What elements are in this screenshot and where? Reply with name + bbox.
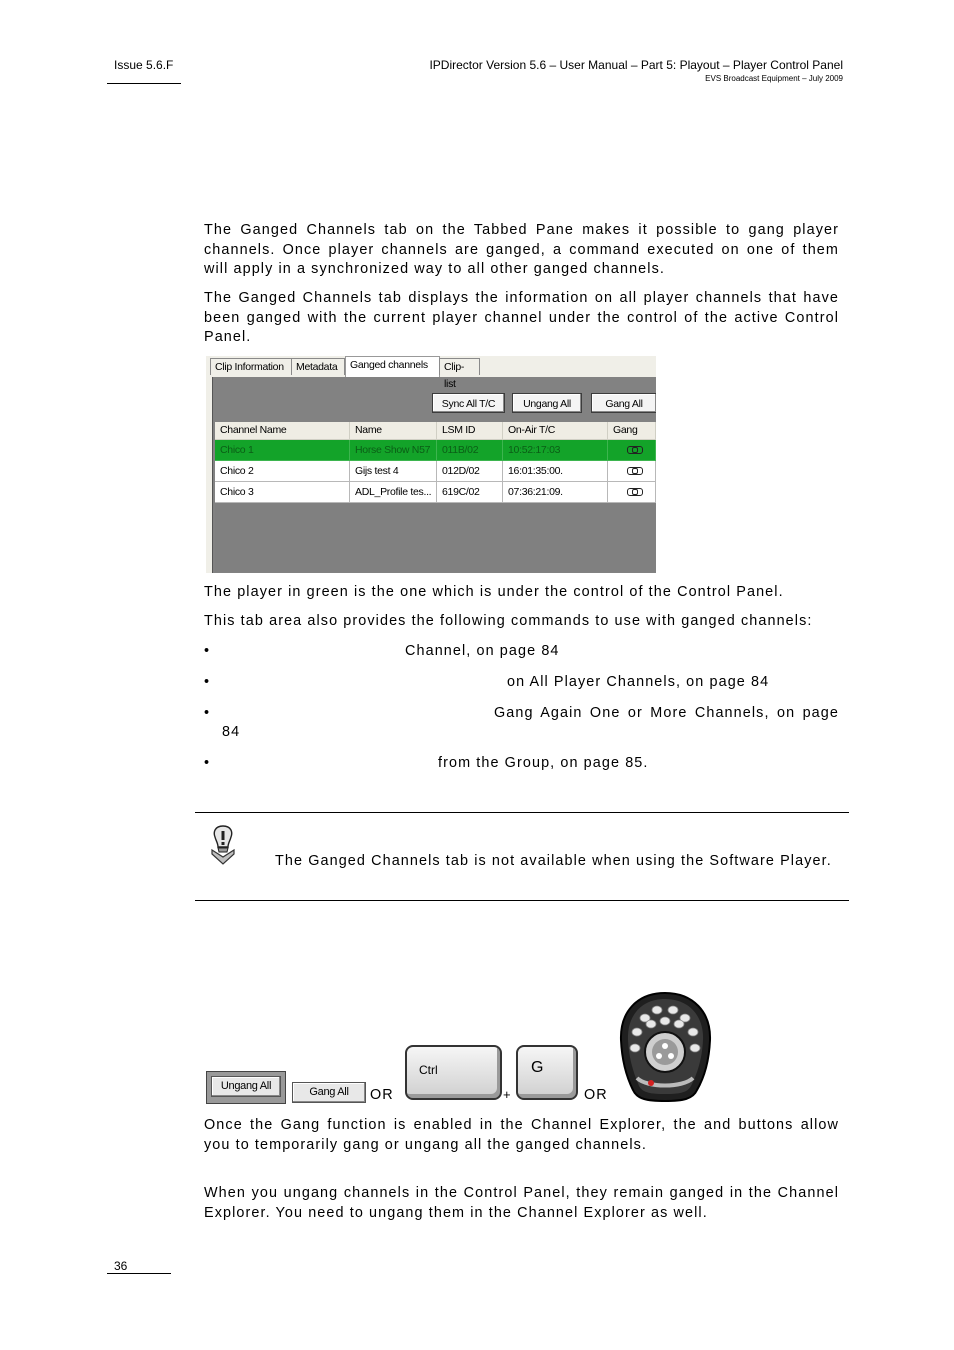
table-row[interactable] xyxy=(215,482,656,503)
tab-clip-list[interactable]: Clip-list xyxy=(439,358,480,375)
ungang-all-button[interactable]: Ungang All xyxy=(512,393,582,413)
ganged-channels-screenshot xyxy=(206,356,656,573)
shortcut-ungang-all-button[interactable]: Ungang All xyxy=(211,1076,281,1097)
bullet-item: Gang Again One or More Channels, on page xyxy=(494,705,839,721)
column-header[interactable]: On-Air T/C xyxy=(503,422,608,440)
tab-metadata[interactable]: Metadata xyxy=(291,358,345,375)
commands-intro-paragraph: This tab area also provides the following commands to use with ganged channels: xyxy=(204,613,813,629)
cell-name: ADL_Profile tes... xyxy=(350,482,437,503)
tab-clip-information[interactable]: Clip Information xyxy=(210,358,292,375)
footer-rule xyxy=(107,1273,171,1274)
page-number: 36 xyxy=(114,1259,128,1273)
cell-gang xyxy=(608,440,656,461)
gang-link-icon[interactable] xyxy=(627,488,643,496)
bullet-symbol: • xyxy=(204,674,211,690)
cell-channel: Chico 2 xyxy=(215,461,350,482)
tab-ganged-channels[interactable]: Ganged channels xyxy=(345,356,440,377)
gang-function-paragraph: Once the Gang function is enabled in the Channel Explorer, the and buttons allow you to temporarily gang or ungang all the ganged channels. xyxy=(204,1117,839,1153)
header-subtitle: EVS Broadcast Equipment – July 2009 xyxy=(705,74,843,83)
note-bottom-rule xyxy=(195,900,849,901)
or-separator: OR xyxy=(584,1087,608,1103)
cell-lsm-id: 619C/02 xyxy=(437,482,503,503)
header-rule xyxy=(107,83,181,84)
cell-name: Gijs test 4 xyxy=(350,461,437,482)
sync-all-tc-button[interactable]: Sync All T/C xyxy=(432,393,505,413)
note-top-rule xyxy=(195,812,849,813)
cell-gang xyxy=(608,461,656,482)
gang-link-icon[interactable] xyxy=(627,446,643,454)
or-separator: OR xyxy=(370,1087,394,1103)
column-header[interactable]: Name xyxy=(350,422,437,440)
cell-lsm-id: 011B/02 xyxy=(437,440,503,461)
column-header[interactable]: Gang xyxy=(608,422,656,440)
table-row[interactable] xyxy=(215,440,656,461)
column-header[interactable]: Channel Name xyxy=(215,422,350,440)
bullet-item-continued: 84 xyxy=(222,724,241,740)
tab-strip xyxy=(206,356,656,390)
cell-lsm-id: 012D/02 xyxy=(437,461,503,482)
g-key xyxy=(516,1045,578,1100)
bullet-item: from the Group, on page 85. xyxy=(438,755,649,771)
cell-channel: Chico 1 xyxy=(215,440,350,461)
bullet-symbol: • xyxy=(204,705,211,721)
cell-name: Horse Show N57 xyxy=(350,440,437,461)
ungang-note-paragraph: When you ungang channels in the Control Panel, they remain ganged in the Channel Explorer. You need to ungang them in the Channel Explorer as well. xyxy=(204,1185,839,1221)
bullet-symbol: • xyxy=(204,755,211,771)
bullet-item: Channel, on page 84 xyxy=(405,643,560,659)
cell-channel: Chico 3 xyxy=(215,482,350,503)
header-title: IPDirector Version 5.6 – User Manual – Part 5: Playout – Player Control Panel xyxy=(429,58,843,72)
table-row[interactable] xyxy=(215,461,656,482)
ctrl-key-label: Ctrl xyxy=(419,1063,438,1077)
cell-on-air-tc: 07:36:21:09. xyxy=(503,482,608,503)
cell-gang xyxy=(608,482,656,503)
header-issue: Issue 5.6.F xyxy=(114,58,174,72)
gang-all-button[interactable]: Gang All xyxy=(591,393,656,413)
gang-link-icon[interactable] xyxy=(627,467,643,475)
ungang-all-frame xyxy=(206,1071,286,1104)
note-text: The Ganged Channels tab is not available when using the Software Player. xyxy=(275,853,832,869)
plus-sign: + xyxy=(503,1087,512,1102)
column-header[interactable]: LSM ID xyxy=(437,422,503,440)
ctrl-key xyxy=(405,1045,502,1100)
panel-edge xyxy=(206,377,213,573)
bullet-symbol: • xyxy=(204,643,211,659)
cell-on-air-tc: 16:01:35:00. xyxy=(503,461,608,482)
note-icon xyxy=(206,824,240,866)
bullet-item: on All Player Channels, on page 84 xyxy=(507,674,770,690)
g-key-label: G xyxy=(531,1059,544,1076)
intro-paragraph: The Ganged Channels tab on the Tabbed Pane makes it possible to gang player channels. Once player channels are ganged, a command executed on one of them will apply in a synchronized way to all other ganged channels. xyxy=(204,222,839,277)
remote-controller-icon xyxy=(617,990,714,1104)
cell-on-air-tc: 10:52:17:03 xyxy=(503,440,608,461)
green-player-paragraph: The player in green is the one which is under the control of the Control Panel. xyxy=(204,584,784,600)
description-paragraph: The Ganged Channels tab displays the information on all player channels that have been ganged with the current player channel under the control of the active Control Panel. xyxy=(204,290,839,345)
ganged-channels-table xyxy=(215,422,656,572)
shortcut-gang-all-button[interactable]: Gang All xyxy=(292,1082,366,1103)
